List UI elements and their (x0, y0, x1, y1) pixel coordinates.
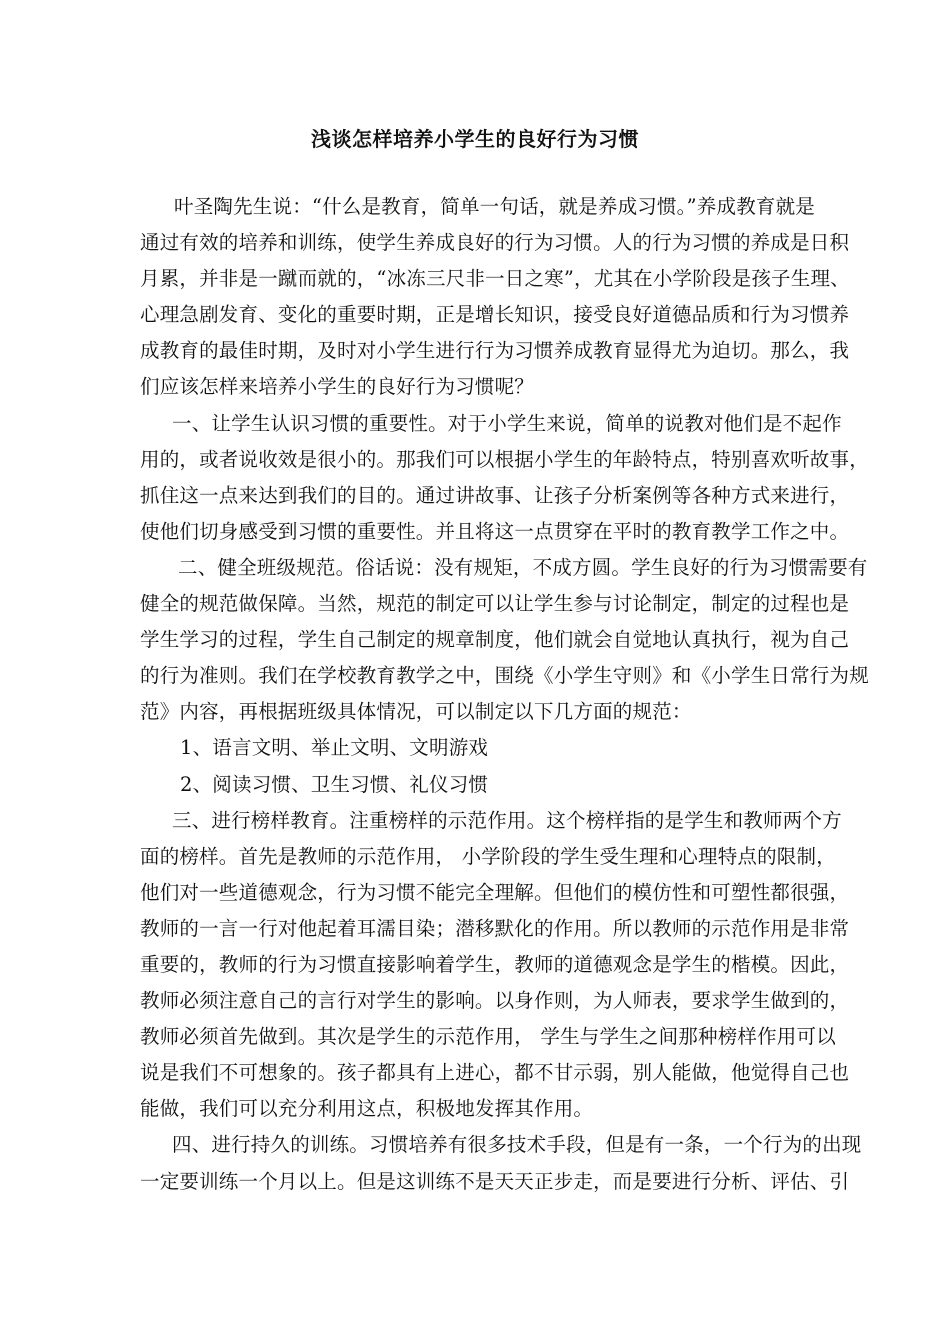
paragraph-line: 教师的一言一行对他起着耳濡目染；潜移默化的作用。所以教师的示范作用是非常 (140, 916, 850, 940)
paragraph-line: 教师必须首先做到。其次是学生的示范作用， 学生与学生之间那种榜样作用可以 (140, 1025, 836, 1049)
document-title: 浅谈怎样培养小学生的良好行为习惯 (311, 127, 639, 151)
paragraph-line: 重要的，教师的行为习惯直接影响着学生，教师的道德观念是学生的楷模。因此， (140, 952, 850, 976)
paragraph-line: 学生学习的过程，学生自己制定的规章制度，他们就会自觉地认真执行，视为自己 (140, 628, 850, 652)
paragraph-line: 用的，或者说收效是很小的。那我们可以根据小学生的年龄特点，特别喜欢听故事， (140, 447, 869, 471)
paragraph-line: 三、进行榜样教育。注重榜样的示范作用。这个榜样指的是学生和教师两个方 (172, 808, 842, 832)
paragraph-line: 成教育的最佳时期，及时对小学生进行行为习惯养成教育显得尤为迫切。那么，我 (140, 339, 850, 363)
paragraph-line: 的行为准则。我们在学校教育教学之中，围绕《小学生守则》和《小学生日常行为规 (140, 664, 869, 688)
list-item: 2、阅读习惯、卫生习惯、礼仪习惯 (180, 772, 489, 796)
paragraph-line: 二、健全班级规范。俗话说：没有规矩，不成方圆。学生良好的行为习惯需要有 (178, 555, 868, 579)
paragraph-line: 健全的规范做保障。当然，规范的制定可以让学生参与讨论制定，制定的过程也是 (140, 592, 850, 616)
document-body (140, 189, 869, 1200)
paragraph-line: 教师必须注意自己的言行对学生的影响。以身作则，为人师表，要求学生做到的， (140, 989, 850, 1013)
paragraph-line: 面的榜样。首先是教师的示范作用， 小学阶段的学生受生理和心理特点的限制， (140, 844, 836, 868)
paragraph-line: 范》内容，再根据班级具体情况，可以制定以下几方面的规范： (140, 700, 692, 724)
paragraph-line: 心理急剧发育、变化的重要时期，正是增长知识，接受良好道德品质和行为习惯养 (140, 303, 850, 327)
paragraph-line: 们应该怎样来培养小学生的良好行为习惯呢？ (140, 375, 535, 399)
paragraph-line: 使他们切身感受到习惯的重要性。并且将这一点贯穿在平时的教育教学工作之中。 (140, 519, 850, 543)
paragraph-line: 他们对一些道德观念，行为习惯不能完全理解。但他们的模仿性和可塑性都很强， (140, 880, 850, 904)
paragraph-line: 一定要训练一个月以上。但是这训练不是天天正步走，而是要进行分析、评估、引 (140, 1169, 850, 1193)
paragraph-line: 说是我们不可想象的。孩子都具有上进心，都不甘示弱，别人能做，他觉得自己也 (140, 1061, 850, 1085)
paragraph-line: 能做，我们可以充分利用这点，积极地发挥其作用。 (140, 1097, 594, 1121)
paragraph-line: 抓住这一点来达到我们的目的。通过讲故事、让孩子分析案例等各种方式来进行， (140, 483, 850, 507)
paragraph-line: 月累，并非是一蹴而就的，“冰冻三尺非一日之寒”，尤其在小学阶段是孩子生理、 (140, 267, 850, 291)
paragraph-line: 一、让学生认识习惯的重要性。对于小学生来说，简单的说教对他们是不起作 (172, 411, 842, 435)
paragraph-line: 四、进行持久的训练。习惯培养有很多技术手段，但是有一条，一个行为的出现 (172, 1133, 862, 1157)
paragraph-line: 通过有效的培养和训练，使学生养成良好的行为习惯。人的行为习惯的养成是日积 (140, 231, 850, 255)
paragraph-line: 叶圣陶先生说：“什么是教育，简单一句话，就是养成习惯。”养成教育就是 (174, 195, 815, 218)
list-item: 1、语言文明、举止文明、文明游戏 (180, 736, 489, 760)
